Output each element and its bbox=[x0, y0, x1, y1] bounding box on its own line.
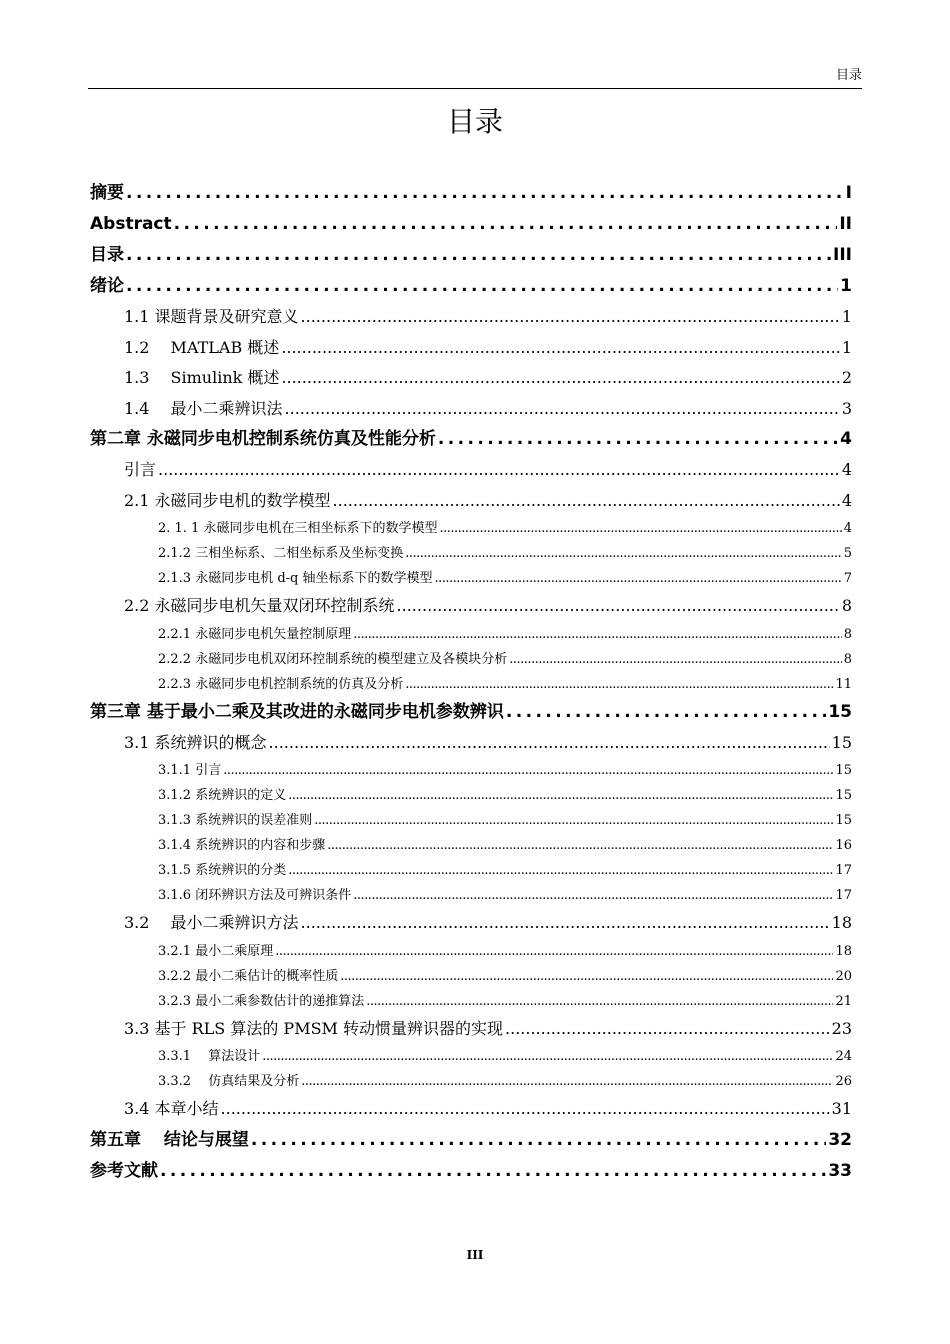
toc-entry[interactable] bbox=[90, 647, 852, 672]
toc-entry[interactable] bbox=[90, 1094, 852, 1125]
toc-entry-page: 8 bbox=[841, 596, 852, 615]
toc-entry-page: 21 bbox=[835, 993, 852, 1009]
toc-dot-leader bbox=[288, 783, 833, 808]
toc-entry[interactable] bbox=[90, 697, 852, 728]
toc-entry-label: 第二章 永磁同步电机控制系统仿真及性能分析 bbox=[90, 429, 436, 449]
toc-dot-leader bbox=[353, 883, 833, 908]
table-of-contents bbox=[90, 178, 852, 1187]
toc-entry-page: 3 bbox=[841, 398, 852, 418]
toc-entry-page: II bbox=[839, 214, 852, 234]
toc-dot-leader bbox=[439, 516, 841, 541]
toc-entry-label: 3.1.3 系统辨识的误差准则 bbox=[158, 813, 313, 828]
toc-dot-leader bbox=[262, 1044, 833, 1069]
toc-dot-leader bbox=[285, 394, 840, 425]
toc-entry-label: 2.2 永磁同步电机矢量双闭环控制系统 bbox=[124, 596, 395, 615]
toc-dot-leader bbox=[314, 808, 833, 833]
toc-dot-leader bbox=[158, 455, 840, 486]
page-title: 目录 bbox=[446, 105, 503, 138]
toc-entry-label: 2. 1. 1 永磁同步电机在三相坐标系下的数学模型 bbox=[158, 521, 438, 536]
toc-entry-page: 32 bbox=[828, 1129, 852, 1150]
toc-entry[interactable] bbox=[90, 1069, 852, 1094]
toc-entry[interactable] bbox=[90, 783, 852, 808]
toc-entry[interactable] bbox=[90, 302, 852, 333]
toc-entry-label: 2.1 永磁同步电机的数学模型 bbox=[124, 490, 331, 510]
toc-entry[interactable] bbox=[90, 424, 852, 455]
toc-entry-page: 16 bbox=[835, 838, 852, 853]
toc-entry-page: 17 bbox=[835, 863, 852, 878]
toc-entry-page: 5 bbox=[843, 546, 852, 561]
toc-entry-label: 3.3.1 算法设计 bbox=[158, 1049, 261, 1064]
toc-dot-leader bbox=[301, 302, 840, 333]
toc-dot-leader bbox=[275, 939, 833, 964]
toc-dot-leader bbox=[281, 333, 840, 364]
toc-dot-leader bbox=[174, 209, 838, 240]
toc-entry-label: 3.2.1 最小二乘原理 bbox=[158, 943, 274, 959]
toc-entry[interactable] bbox=[90, 240, 852, 271]
toc-entry-page: 15 bbox=[835, 788, 852, 803]
toc-entry-label: 3.1 系统辨识的概念 bbox=[124, 732, 267, 752]
toc-entry[interactable] bbox=[90, 455, 852, 486]
toc-entry[interactable] bbox=[90, 858, 852, 883]
toc-entry-page: 4 bbox=[841, 460, 852, 479]
toc-entry-page: 15 bbox=[835, 813, 852, 828]
toc-dot-leader bbox=[221, 1094, 830, 1125]
toc-entry-label: 1.1 课题背景及研究意义 bbox=[124, 307, 299, 326]
toc-entry[interactable] bbox=[90, 964, 852, 989]
toc-entry-page: III bbox=[833, 245, 852, 265]
toc-dot-leader bbox=[327, 833, 833, 858]
toc-entry[interactable] bbox=[90, 271, 852, 302]
toc-entry[interactable] bbox=[90, 591, 852, 622]
toc-entry[interactable] bbox=[90, 333, 852, 364]
toc-dot-leader bbox=[288, 858, 833, 883]
toc-entry-label: 2.2.3 永磁同步电机控制系统的仿真及分析 bbox=[158, 676, 404, 692]
toc-entry-label: 1.4 最小二乘辨识法 bbox=[124, 398, 283, 418]
toc-entry-page: 18 bbox=[831, 913, 852, 932]
toc-entry-label: 3.3 基于 RLS 算法的 PMSM 转动惯量辨识器的实现 bbox=[124, 1018, 504, 1038]
toc-entry[interactable] bbox=[90, 908, 852, 939]
toc-entry-label: 3.4 本章小结 bbox=[124, 1099, 219, 1118]
toc-dot-leader bbox=[353, 622, 842, 647]
toc-dot-leader bbox=[269, 728, 830, 759]
toc-dot-leader bbox=[160, 1156, 826, 1187]
toc-entry-page: 15 bbox=[831, 732, 852, 752]
toc-entry-label: 目录 bbox=[90, 245, 124, 265]
toc-entry-page: 4 bbox=[840, 429, 852, 449]
toc-entry-page: 2 bbox=[841, 368, 852, 387]
toc-dot-leader bbox=[251, 1125, 826, 1156]
toc-entry-label: 摘要 bbox=[90, 183, 124, 203]
toc-entry[interactable] bbox=[90, 516, 852, 541]
toc-entry-label: Abstract bbox=[90, 214, 172, 234]
toc-entry-label: 3.1.1 引言 bbox=[158, 763, 222, 778]
toc-entry-page: 17 bbox=[835, 888, 852, 903]
toc-entry[interactable] bbox=[90, 1044, 852, 1069]
toc-entry[interactable] bbox=[90, 833, 852, 858]
toc-entry-page: 15 bbox=[828, 701, 852, 722]
toc-dot-leader bbox=[405, 672, 833, 697]
toc-entry-label: 3.1.5 系统辨识的分类 bbox=[158, 863, 287, 878]
toc-entry-label: 2.1.2 三相坐标系、二相坐标系及坐标变换 bbox=[158, 546, 404, 561]
toc-entry[interactable] bbox=[90, 1125, 852, 1156]
toc-entry-label: 3.2.2 最小二乘估计的概率性质 bbox=[158, 968, 339, 984]
running-header-text: 目录 bbox=[835, 68, 862, 83]
toc-entry[interactable] bbox=[90, 566, 852, 591]
toc-entry-label: 2.2.2 永磁同步电机双闭环控制系统的模型建立及各模块分析 bbox=[158, 651, 508, 667]
toc-dot-leader bbox=[333, 486, 840, 517]
toc-dot-leader bbox=[301, 908, 830, 939]
toc-entry[interactable] bbox=[90, 939, 852, 964]
toc-entry-page: 24 bbox=[835, 1049, 852, 1064]
toc-entry-label: 2.1.3 永磁同步电机 d-q 轴坐标系下的数学模型 bbox=[158, 571, 433, 586]
toc-entry-label: 1.2 MATLAB 概述 bbox=[124, 337, 280, 357]
toc-entry[interactable] bbox=[90, 394, 852, 425]
toc-entry-page: 1 bbox=[841, 337, 852, 357]
toc-dot-leader bbox=[301, 1069, 833, 1094]
toc-dot-leader bbox=[340, 964, 833, 989]
toc-entry[interactable] bbox=[90, 486, 852, 517]
toc-entry-page: 8 bbox=[843, 651, 852, 667]
toc-entry-page: I bbox=[845, 183, 852, 203]
toc-entry-page: 33 bbox=[828, 1160, 852, 1181]
toc-entry[interactable] bbox=[90, 883, 852, 908]
toc-entry-label: 参考文献 bbox=[90, 1160, 158, 1181]
page-number: III bbox=[466, 1248, 484, 1262]
toc-entry-page: 7 bbox=[843, 571, 852, 586]
toc-dot-leader bbox=[509, 647, 842, 672]
toc-entry-label: 3.2.3 最小二乘参数估计的递推算法 bbox=[158, 993, 365, 1009]
toc-dot-leader bbox=[506, 697, 826, 728]
toc-entry[interactable] bbox=[90, 728, 852, 759]
toc-entry-label: 3.3.2 仿真结果及分析 bbox=[158, 1074, 300, 1089]
toc-entry-page: 8 bbox=[843, 626, 852, 642]
toc-entry[interactable] bbox=[90, 1156, 852, 1187]
toc-entry-page: 4 bbox=[841, 490, 852, 510]
toc-entry-label: 3.1.6 闭环辨识方法及可辨识条件 bbox=[158, 888, 352, 903]
toc-dot-leader bbox=[397, 591, 840, 622]
toc-dot-leader bbox=[281, 363, 839, 394]
toc-dot-leader bbox=[435, 566, 842, 591]
toc-dot-leader bbox=[223, 758, 833, 783]
toc-entry-page: 20 bbox=[835, 968, 852, 984]
toc-entry[interactable] bbox=[90, 178, 852, 209]
toc-entry-page: 1 bbox=[840, 276, 852, 296]
toc-dot-leader bbox=[438, 424, 838, 455]
toc-entry-label: 3.2 最小二乘辨识方法 bbox=[124, 913, 299, 932]
toc-entry-label: 3.1.4 系统辨识的内容和步骤 bbox=[158, 838, 326, 853]
toc-entry-page: 26 bbox=[835, 1074, 852, 1089]
toc-entry-label: 绪论 bbox=[90, 276, 124, 296]
toc-entry[interactable] bbox=[90, 622, 852, 647]
toc-entry-label: 第三章 基于最小二乘及其改进的永磁同步电机参数辨识 bbox=[90, 701, 504, 722]
toc-entry-page: 18 bbox=[835, 943, 852, 959]
toc-entry[interactable] bbox=[90, 363, 852, 394]
toc-entry-page: 4 bbox=[843, 521, 852, 536]
toc-entry-label: 第五章 结论与展望 bbox=[90, 1129, 249, 1150]
toc-entry-page: 23 bbox=[831, 1018, 852, 1038]
toc-dot-leader bbox=[126, 240, 831, 271]
toc-entry[interactable] bbox=[90, 672, 852, 697]
toc-dot-leader bbox=[126, 271, 838, 302]
toc-entry-page: 31 bbox=[831, 1099, 852, 1118]
toc-entry[interactable] bbox=[90, 209, 852, 240]
toc-entry-label: 2.2.1 永磁同步电机矢量控制原理 bbox=[158, 626, 352, 642]
toc-entry-label: 引言 bbox=[124, 460, 157, 479]
toc-dot-leader bbox=[405, 541, 842, 566]
toc-entry-page: 15 bbox=[835, 763, 852, 778]
toc-entry[interactable] bbox=[90, 808, 852, 833]
toc-dot-leader bbox=[126, 178, 844, 209]
toc-entry[interactable] bbox=[90, 1014, 852, 1045]
toc-entry-label: 3.1.2 系统辨识的定义 bbox=[158, 788, 287, 803]
toc-dot-leader bbox=[366, 989, 833, 1014]
running-header bbox=[88, 66, 862, 89]
toc-entry[interactable] bbox=[90, 541, 852, 566]
toc-entry-label: 1.3 Simulink 概述 bbox=[124, 368, 280, 387]
toc-entry-page: 11 bbox=[835, 676, 852, 692]
toc-dot-leader bbox=[505, 1014, 830, 1045]
toc-entry[interactable] bbox=[90, 758, 852, 783]
toc-entry-page: 1 bbox=[841, 307, 852, 326]
toc-entry[interactable] bbox=[90, 989, 852, 1014]
